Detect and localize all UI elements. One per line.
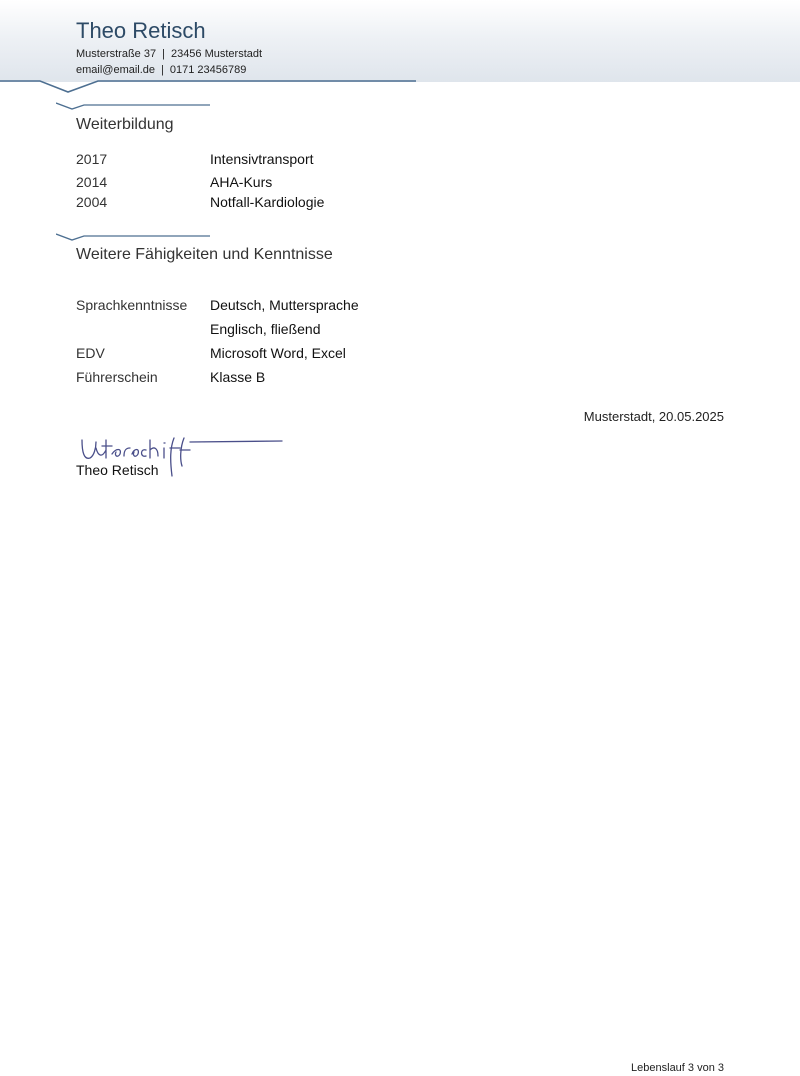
training-item: Notfall-Kardiologie xyxy=(210,194,325,210)
address-line xyxy=(76,48,262,60)
skill-value: Microsoft Word, Excel xyxy=(210,345,346,361)
training-year: 2017 xyxy=(76,151,108,167)
page-header xyxy=(0,0,800,82)
contact-line xyxy=(76,64,246,76)
skill-value: Englisch, fließend xyxy=(210,321,321,337)
place-date: Musterstadt, 20.05.2025 xyxy=(583,409,724,424)
separator: | xyxy=(161,64,164,76)
section-title-weiterbildung: Weiterbildung xyxy=(76,116,174,133)
skill-label: EDV xyxy=(76,345,105,361)
skill-value: Klasse B xyxy=(210,369,266,385)
email: email@email.de xyxy=(76,64,156,76)
page-number: Lebenslauf 3 von 3 xyxy=(631,1062,724,1074)
skill-label: Sprachkenntnisse xyxy=(76,297,188,313)
separator: | xyxy=(162,48,165,60)
training-year: 2004 xyxy=(76,194,108,210)
city: 23456 Musterstadt xyxy=(170,48,263,60)
section-mark xyxy=(56,100,212,112)
signer-name: Theo Retisch xyxy=(76,462,159,478)
applicant-name: Theo Retisch xyxy=(76,18,206,43)
skill-label: Führerschein xyxy=(76,369,158,385)
skill-value: Deutsch, Muttersprache xyxy=(210,297,359,313)
street: Musterstraße 37 xyxy=(76,48,157,60)
header-divider xyxy=(0,78,420,98)
section-title-skills: Weitere Fähigkeiten und Kenntnisse xyxy=(76,246,333,263)
training-item: Intensivtransport xyxy=(210,151,314,167)
training-item: AHA-Kurs xyxy=(210,174,273,190)
training-year: 2014 xyxy=(76,174,108,190)
phone: 0171 23456789 xyxy=(169,64,247,76)
section-mark xyxy=(56,231,212,243)
